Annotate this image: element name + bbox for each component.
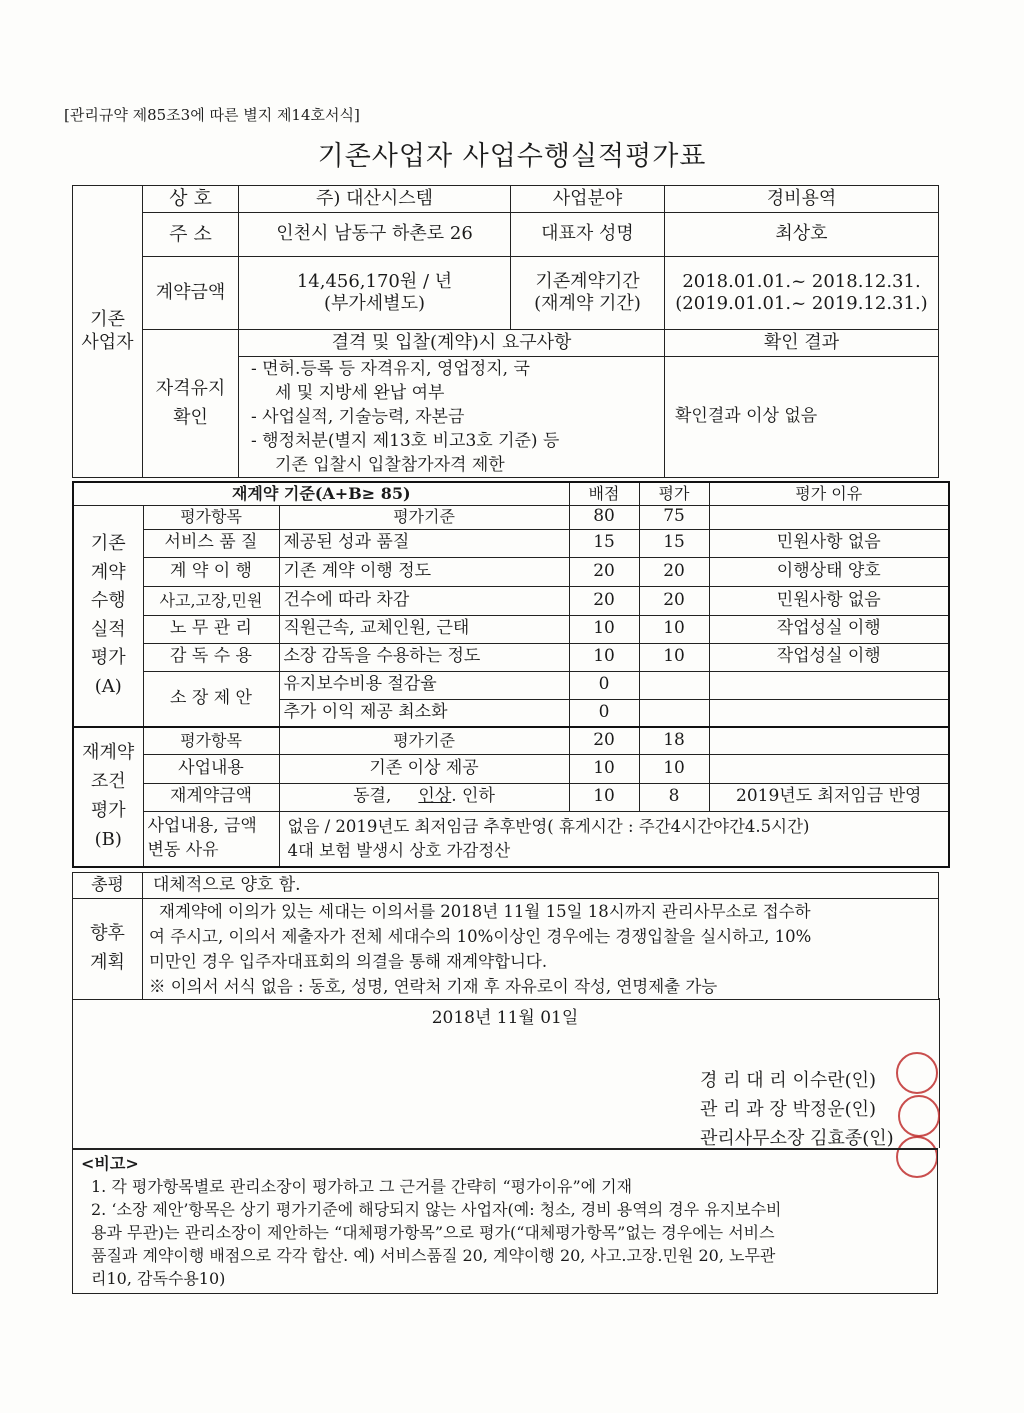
row-standard: 추가 이익 제공 최소화 <box>279 699 569 727</box>
row-standard: 제공된 성과 품질 <box>279 529 569 557</box>
section-label-a: 기존 계약 수행 실적 평가 (A) <box>73 505 143 727</box>
row-item: 계 약 이 행 <box>143 557 279 586</box>
field-value: 경비용역 <box>665 186 939 213</box>
row-reason <box>709 699 949 727</box>
name-value: 주) 대산시스템 <box>239 186 511 213</box>
ceo-value: 최상호 <box>665 213 939 257</box>
amount-note: (부가세별도) <box>324 293 425 314</box>
row-score: 10 <box>569 643 639 671</box>
period-label-cell <box>511 257 665 330</box>
score-header: 배점 <box>569 482 639 505</box>
requirement-line: 세 및 지방세 완납 여부 <box>275 383 445 403</box>
row-reason: 민원사항 없음 <box>709 586 949 615</box>
row-reason <box>709 754 949 783</box>
requirement-line: - 면허.등록 등 자격유지, 영업정지, 국 <box>251 359 530 379</box>
row-reason: 작업성실 이행 <box>709 615 949 643</box>
page-title: 기존사업자 사업수행실적평가표 <box>317 141 707 172</box>
summary-label: 총평 <box>73 873 143 899</box>
row-standard: 유지보수비용 절감율 <box>279 671 569 699</box>
row-item: 노 무 관 리 <box>143 615 279 643</box>
notes-label: <비고> <box>81 1154 139 1173</box>
contractor-table <box>72 185 939 478</box>
row-score: 10 <box>569 615 639 643</box>
row-score: 15 <box>569 529 639 557</box>
row-item: 재계약금액 <box>143 783 279 811</box>
requirements-list <box>239 357 665 478</box>
standard-header: 평가기준 <box>279 505 569 529</box>
row-score: 20 <box>569 586 639 615</box>
requirement-line: - 행정처분(별지 제13호 비고3호 기준) 등 <box>251 431 560 451</box>
row-standard: 기존 이상 제공 <box>279 754 569 783</box>
amount-label: 계약금액 <box>143 257 239 330</box>
a-total-rating: 75 <box>639 505 709 529</box>
row-rating: 8 <box>639 783 709 811</box>
row-rating: 10 <box>639 615 709 643</box>
period-value-2: (2019.01.01.~ 2019.12.31.) <box>675 293 928 314</box>
amount-value: 14,456,170원 / 년 <box>296 270 453 292</box>
row-rating: 10 <box>639 754 709 783</box>
requirements-header: 결격 및 입찰(계약)시 요구사항 <box>239 330 665 357</box>
result-header: 확인 결과 <box>665 330 939 357</box>
signer-title: 관리사무소장 <box>700 1128 805 1149</box>
note-line: 품질과 계약이행 배점으로 각각 합산. 예) 서비스품질 20, 계약이행 20, 사고.고장.민원 20, 노무관 <box>91 1246 776 1265</box>
name-label: 상 호 <box>143 186 239 213</box>
seal-stamp-icon <box>896 1052 938 1094</box>
proposal-item: 소 장 제 안 <box>143 671 279 727</box>
requirement-line: 기존 입찰시 입찰참가자격 제한 <box>275 455 505 475</box>
row-rating <box>639 699 709 727</box>
row-standard: 직원근속, 교체인원, 근태 <box>279 615 569 643</box>
change-text-1: 없음 / 2019년도 최저임금 추후반영( 휴게시간 : 주간4시간야간4.5시간) <box>287 816 810 836</box>
requirement-line: - 사업실적, 기술능력, 자본금 <box>251 407 465 427</box>
period-label: 기존계약기간 <box>535 270 640 292</box>
standard-header-b: 평가기준 <box>279 727 569 754</box>
row-score: 10 <box>569 783 639 811</box>
evaluation-table <box>72 481 950 868</box>
row-reason: 작업성실 이행 <box>709 643 949 671</box>
signer-seal: (인) <box>862 1128 894 1149</box>
row-reason: 민원사항 없음 <box>709 529 949 557</box>
result-value: 확인결과 이상 없음 <box>665 357 939 478</box>
summary-text: 대체적으로 양호 함. <box>143 873 939 899</box>
row-item: 감 독 수 용 <box>143 643 279 671</box>
row-reason: 이행상태 양호 <box>709 557 949 586</box>
note-line: 용과 무관)는 관리소장이 제안하는 “대체평가항목”으로 평가(“대체평가항목”없는 경우에는 서비스 <box>91 1223 775 1242</box>
item-header: 평가항목 <box>143 505 279 529</box>
note-line: 2. ‘소장 제안’항목은 상기 평가기준에 해당되지 않는 사업자(예: 청소, 경비 용역의 경우 유지보수비 <box>91 1200 782 1219</box>
row-rating: 15 <box>639 529 709 557</box>
row-rating: 10 <box>639 643 709 671</box>
item-header-b: 평가항목 <box>143 727 279 754</box>
section-label-b: 재계약 조건 평가 (B) <box>73 727 143 867</box>
signer-name: 김효종 <box>810 1128 863 1149</box>
change-label: 사업내용, 금액 변동 사유 <box>143 811 279 867</box>
note-line: 리10, 감독수용10) <box>91 1269 226 1288</box>
option-increase: 인상 <box>418 786 452 807</box>
period-value: 2018.01.01.~ 2018.12.31. <box>682 270 921 292</box>
row-item: 서비스 품 질 <box>143 529 279 557</box>
address-value: 인천시 남동구 하촌로 26 <box>239 213 511 257</box>
option-decrease: . 인하 <box>451 786 495 807</box>
signer-name: 박정운 <box>792 1099 845 1120</box>
period-value-cell <box>665 257 939 330</box>
plan-line: 미만인 경우 입주자대표회의 의결을 통해 재계약합니다. <box>149 952 548 971</box>
amount-cell <box>239 257 511 330</box>
qualification-label: 자격유지 확인 <box>143 330 239 478</box>
address-label: 주 소 <box>143 213 239 257</box>
plan-label: 향후 계획 <box>73 899 143 1000</box>
period-label-2: (재계약 기간) <box>534 293 641 314</box>
signature-line <box>700 1066 894 1095</box>
rating-header: 평가 <box>639 482 709 505</box>
reason-header: 평가 이유 <box>709 482 949 505</box>
a-total-reason <box>709 505 949 529</box>
b-total-reason <box>709 727 949 754</box>
signer-title: 관 리 과 장 <box>700 1099 787 1120</box>
signature-block <box>700 1066 894 1153</box>
form-reference: [관리규약 제85조3에 따른 별지 제14호서식] <box>64 106 360 124</box>
notes-section <box>72 1148 938 1294</box>
row-reason <box>709 671 949 699</box>
option-freeze: 동결, <box>353 786 392 807</box>
row-item: 사업내용 <box>143 754 279 783</box>
plan-text <box>143 899 939 1000</box>
signer-title: 경 리 대 리 <box>700 1070 787 1091</box>
plan-line: ※ 이의서 서식 없음 : 동호, 성명, 연락처 기재 후 자유로이 작성, 연명제출 가능 <box>149 977 718 996</box>
change-reason <box>279 811 949 867</box>
signer-seal: (인) <box>844 1070 877 1091</box>
change-text-2: 4대 보험 발생시 상호 가감정산 <box>287 840 511 860</box>
signer-name: 이수란 <box>792 1070 845 1091</box>
row-standard: 기존 계약 이행 정도 <box>279 557 569 586</box>
row-score: 20 <box>569 557 639 586</box>
b-total-rating: 18 <box>639 727 709 754</box>
a-total-score: 80 <box>569 505 639 529</box>
row-rating: 20 <box>639 586 709 615</box>
ceo-label: 대표자 성명 <box>511 213 665 257</box>
row-standard: 건수에 따라 차감 <box>279 586 569 615</box>
plan-line: 재계약에 이의가 있는 세대는 이의서를 2018년 11월 15일 18시까지 관리사무소로 접수하 <box>159 902 811 921</box>
criteria-header: 재계약 기준(A+B≥ 85) <box>73 482 569 505</box>
row-score: 10 <box>569 754 639 783</box>
signer-seal: (인) <box>844 1099 877 1120</box>
summary-table <box>72 872 939 1000</box>
field-label: 사업분야 <box>511 186 665 213</box>
signature-line <box>700 1095 894 1124</box>
row-score: 0 <box>569 699 639 727</box>
seal-stamp-icon <box>898 1095 940 1137</box>
row-rating <box>639 671 709 699</box>
row-standard <box>279 783 569 811</box>
row-score: 0 <box>569 671 639 699</box>
row-reason: 2019년도 최저임금 반영 <box>709 783 949 811</box>
row-rating: 20 <box>639 557 709 586</box>
document-date: 2018년 11월 01일 <box>431 1008 579 1028</box>
b-total-score: 20 <box>569 727 639 754</box>
row-item: 사고,고장,민원 <box>143 586 279 615</box>
row-standard: 소장 감독을 수용하는 정도 <box>279 643 569 671</box>
plan-line: 여 주시고, 이의서 제출자가 전체 세대수의 10%이상인 경우에는 경쟁입찰을 실시하고, 10% <box>149 927 812 946</box>
section-label-existing: 기존 사업자 <box>73 186 143 478</box>
note-line: 1. 각 평가항목별로 관리소장이 평가하고 그 근거를 간략히 “평가이유”에 기재 <box>91 1177 633 1196</box>
